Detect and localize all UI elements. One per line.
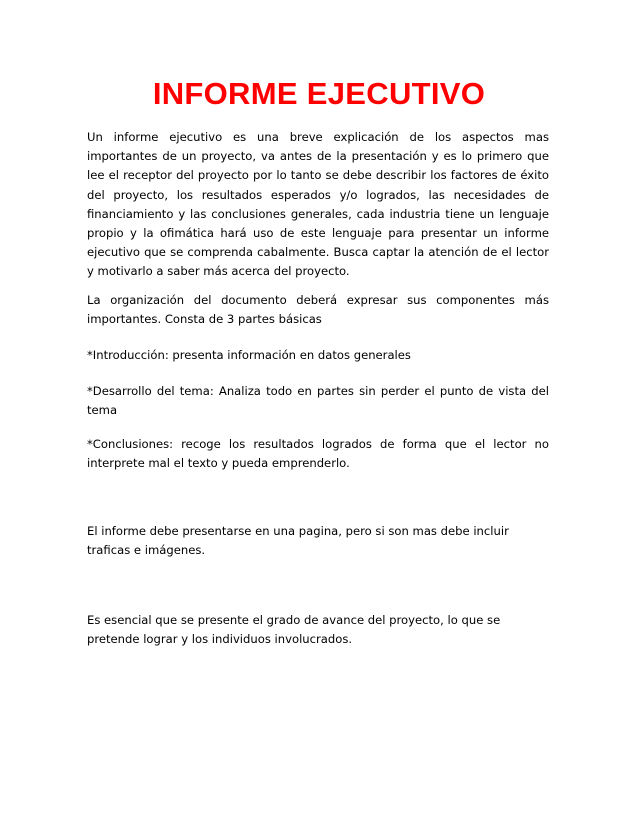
paragraph-intro: Un informe ejecutivo es una breve explicación de los aspectos mas importantes de un proyecto, va antes de la presentación y es lo primero que lee el receptor del proyecto por lo tanto se debe describir los factores de éxito del proyecto, los resultados esperados y/o logrados, las necesidades de financiamiento y las conclusiones generales, cada industria tiene un lenguaje propio y la ofimática hará uso de este lenguaje para presentar un informe ejecutivo que se comprenda cabalmente. Busca captar la atención de el lector y motivarlo a saber más acerca del proyecto. <box>87 130 549 279</box>
paragraph-organization: La organización del documento deberá expresar sus componentes más importantes. Consta de 3 partes básicas <box>87 293 549 327</box>
paragraph-presentation-length: El informe debe presentarse en una pagina, pero si son mas debe incluir traficas e imágenes. <box>87 524 509 558</box>
paragraph-introduccion: *Introducción: presenta información en datos generales <box>87 348 411 362</box>
paragraph-progress: Es esencial que se presente el grado de avance del proyecto, lo que se pretende lograr y los individuos involucrados. <box>87 613 501 647</box>
paragraph-conclusiones: *Conclusiones: recoge los resultados logrados de forma que el lector no interprete mal el texto y pueda emprenderlo. <box>87 437 549 471</box>
document-title: INFORME EJECUTIVO <box>152 76 486 111</box>
paragraph-desarrollo: *Desarrollo del tema: Analiza todo en partes sin perder el punto de vista del tema <box>87 384 549 418</box>
